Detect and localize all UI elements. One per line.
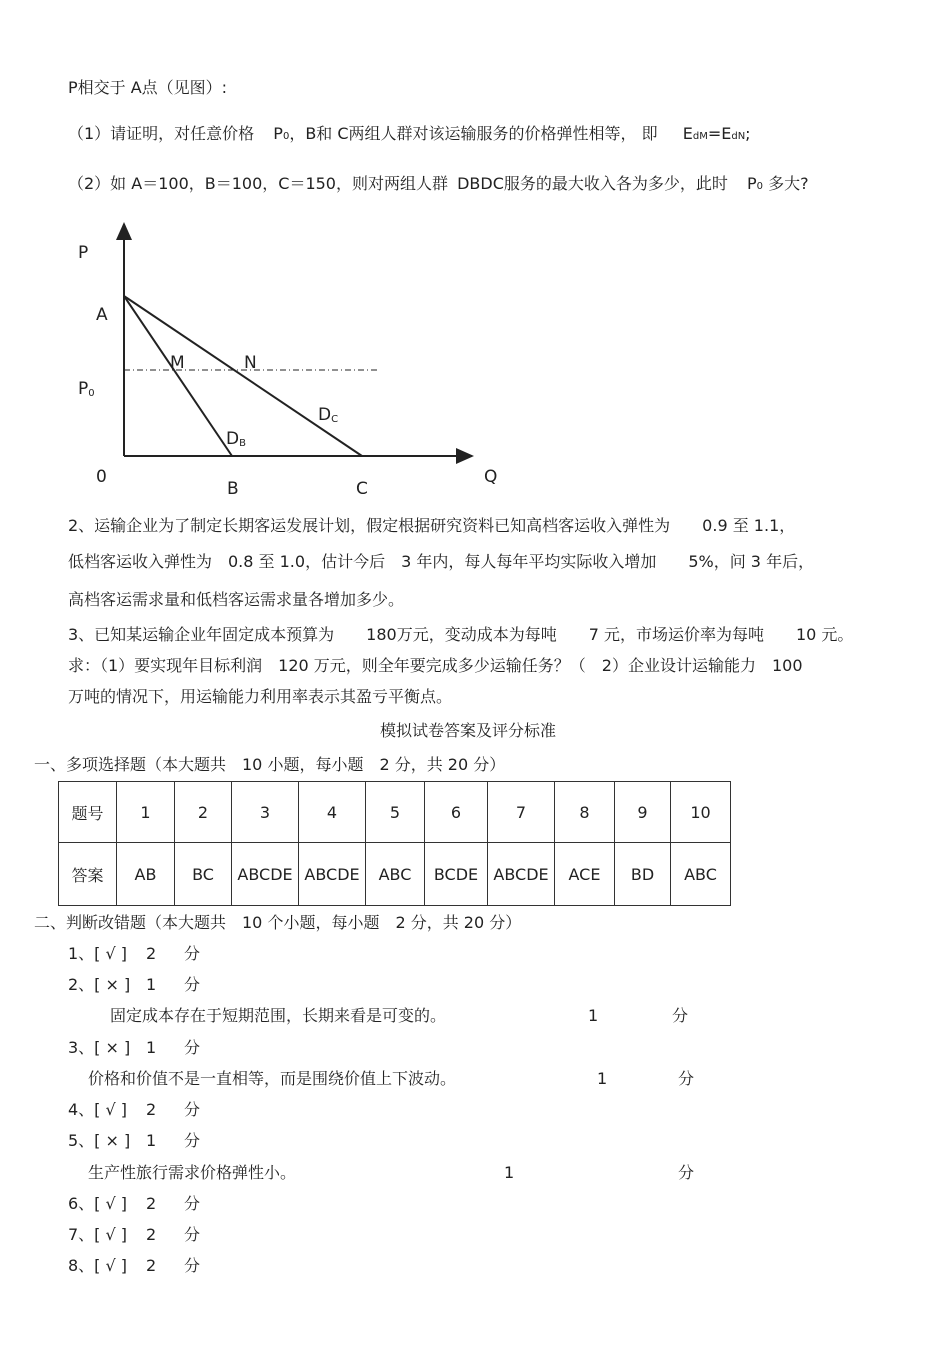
judge-note-score: 1 (588, 1006, 599, 1025)
judge-label: 6、[ √ ] (68, 1194, 128, 1213)
label-db-sub: B (239, 438, 246, 449)
judge-label: 8、[ √ ] (68, 1256, 128, 1275)
label-dc-sub: C (331, 414, 339, 425)
judge-item (68, 1258, 200, 1274)
label-b: B (227, 479, 239, 499)
table-cell-number: 2 (175, 782, 232, 843)
problem2-line3: 高档客运需求量和低档客运需求量各增加多少。 (68, 590, 405, 609)
judge-item (68, 1196, 200, 1212)
q1-e1: E (682, 124, 693, 143)
judge-score: 2 (146, 1194, 157, 1213)
judge-unit: 分 (184, 1225, 201, 1244)
table-cell-answer: ABCDE (232, 843, 299, 906)
table-cell-answer: BCDE (425, 843, 488, 906)
judge-score: 1 (146, 975, 157, 994)
q1-e1-sub: dM (692, 131, 708, 142)
q1-end: ; (745, 124, 751, 143)
judge-unit: 分 (184, 1038, 201, 1057)
q2-p-sub: 0 (756, 181, 764, 192)
judge-label: 1、[ √ ] (68, 944, 128, 963)
table-cell-number: 3 (232, 782, 299, 843)
q2-groups: DBDC (457, 174, 504, 193)
section1-title: 一、多项选择题（本大题共 10 小题，每小题 2 分，共 20 分） (34, 755, 506, 774)
label-m: M (170, 353, 185, 373)
table-cell-answer: ABCDE (488, 843, 555, 906)
answer-title: 模拟试卷答案及评分标准 (379, 721, 556, 740)
table-answer-label: 答案 (59, 843, 117, 906)
judge-unit: 分 (184, 975, 201, 994)
question-part-1 (68, 126, 751, 142)
label-dc-main: D (318, 405, 332, 425)
problem2-line2: 低档客运收入弹性为 0.8 至 1.0，估计今后 3 年内，每人每年平均实际收入增加 5%，问 3 年后， (68, 552, 815, 571)
judge-score: 2 (146, 1225, 157, 1244)
problem3-line3: 万吨的情况下，用运输能力利用率表示其盈亏平衡点。 (68, 687, 453, 706)
table-cell-answer: BC (175, 843, 232, 906)
judge-item (68, 1040, 200, 1056)
label-a: A (96, 305, 108, 325)
q2-pre: （2）如 A＝100，B＝100，C＝150，则对两组人群 (68, 174, 448, 193)
judge-label: 2、[ × ] (68, 975, 131, 994)
table-cell-number: 5 (366, 782, 425, 843)
label-p: P (78, 243, 89, 263)
judge-note: 固定成本存在于短期范围，长期来看是可变的。 (110, 1006, 447, 1025)
table-cell-answer: BD (615, 843, 671, 906)
judge-item (68, 1227, 200, 1243)
judge-note: 价格和价值不是一直相等，而是围绕价值上下波动。 (88, 1069, 457, 1088)
table-cell-number: 1 (117, 782, 175, 843)
label-dc (318, 405, 338, 425)
table-cell-number: 7 (488, 782, 555, 843)
judge-label: 4、[ √ ] (68, 1100, 128, 1119)
judge-label: 5、[ × ] (68, 1131, 131, 1150)
judge-unit: 分 (184, 1131, 201, 1150)
judge-item (68, 1102, 200, 1118)
judge-unit: 分 (184, 1100, 201, 1119)
table-cell-answer: ACE (555, 843, 615, 906)
judge-note-unit: 分 (678, 1069, 695, 1088)
judge-label: 3、[ × ] (68, 1038, 131, 1057)
judge-unit: 分 (184, 944, 201, 963)
question-intro: P相交于 A点（见图）: (68, 78, 228, 97)
table-cell-answer: ABCDE (299, 843, 366, 906)
question-part-2 (68, 176, 809, 192)
q2-p: P (746, 174, 757, 193)
table-cell-number: 4 (299, 782, 366, 843)
table-header-label: 题号 (59, 782, 117, 843)
judge-note-unit: 分 (678, 1163, 695, 1182)
judge-label: 7、[ √ ] (68, 1225, 128, 1244)
table-row-answers (59, 843, 731, 906)
q1-p: P (273, 124, 283, 143)
label-c: C (356, 479, 368, 499)
table-cell-number: 9 (615, 782, 671, 843)
answer-table (58, 781, 731, 906)
judge-item (68, 946, 200, 962)
judge-score: 1 (146, 1131, 157, 1150)
q1-p-sub: 0 (282, 131, 290, 142)
label-db (226, 429, 246, 449)
judge-note: 生产性旅行需求价格弹性小。 (88, 1163, 297, 1182)
judge-score: 2 (146, 944, 157, 963)
q1-e2-sub: dN (731, 131, 746, 142)
judge-item (68, 977, 200, 993)
q1-pre: （1）请证明，对任意价格 (68, 124, 255, 143)
label-n: N (244, 353, 257, 373)
judge-item (68, 1133, 200, 1149)
label-db-main: D (226, 429, 240, 449)
judge-unit: 分 (184, 1194, 201, 1213)
judge-note-score: 1 (597, 1069, 608, 1088)
table-cell-number: 6 (425, 782, 488, 843)
judge-score: 1 (146, 1038, 157, 1057)
judge-score: 2 (146, 1100, 157, 1119)
judge-note-score: 1 (504, 1163, 515, 1182)
label-origin: 0 (96, 467, 107, 487)
demand-line-dc (124, 296, 362, 456)
q1-e2: E (721, 124, 732, 143)
label-q: Q (484, 467, 498, 487)
table-cell-number: 10 (671, 782, 731, 843)
problem2-line1: 2、运输企业为了制定长期客运发展计划，假定根据研究资料已知高档客运收入弹性为 0.9 至 1.1， (68, 516, 796, 535)
label-p0 (78, 379, 95, 399)
judge-score: 2 (146, 1256, 157, 1275)
table-row-numbers (59, 782, 731, 843)
judge-unit: 分 (184, 1256, 201, 1275)
q2-end: 多大? (768, 174, 809, 193)
section2-title: 二、判断改错题（本大题共 10 个小题，每小题 2 分，共 20 分） (34, 913, 522, 932)
label-p0-main: P (78, 379, 89, 399)
table-cell-answer: ABC (671, 843, 731, 906)
q1-mid: ，B和 C两组人群对该运输服务的价格弹性相等， 即 (289, 124, 658, 143)
q2-mid: 服务的最大收入各为多少，此时 (503, 174, 728, 193)
table-cell-answer: AB (117, 843, 175, 906)
demand-diagram (0, 210, 520, 510)
problem3-line2: 求：（1）要实现年目标利润 120 万元，则全年要完成多少运输任务？（ 2）企业设计运输能力 100 (68, 656, 803, 675)
q1-eq: = (707, 124, 722, 143)
demand-line-db (124, 296, 232, 456)
table-cell-number: 8 (555, 782, 615, 843)
judge-note-unit: 分 (672, 1006, 689, 1025)
label-p0-sub: 0 (88, 388, 95, 399)
problem3-line1: 3、已知某运输企业年固定成本预算为 180万元，变动成本为每吨 7 元，市场运价率为每吨 10 元。 (68, 625, 854, 644)
table-cell-answer: ABC (366, 843, 425, 906)
